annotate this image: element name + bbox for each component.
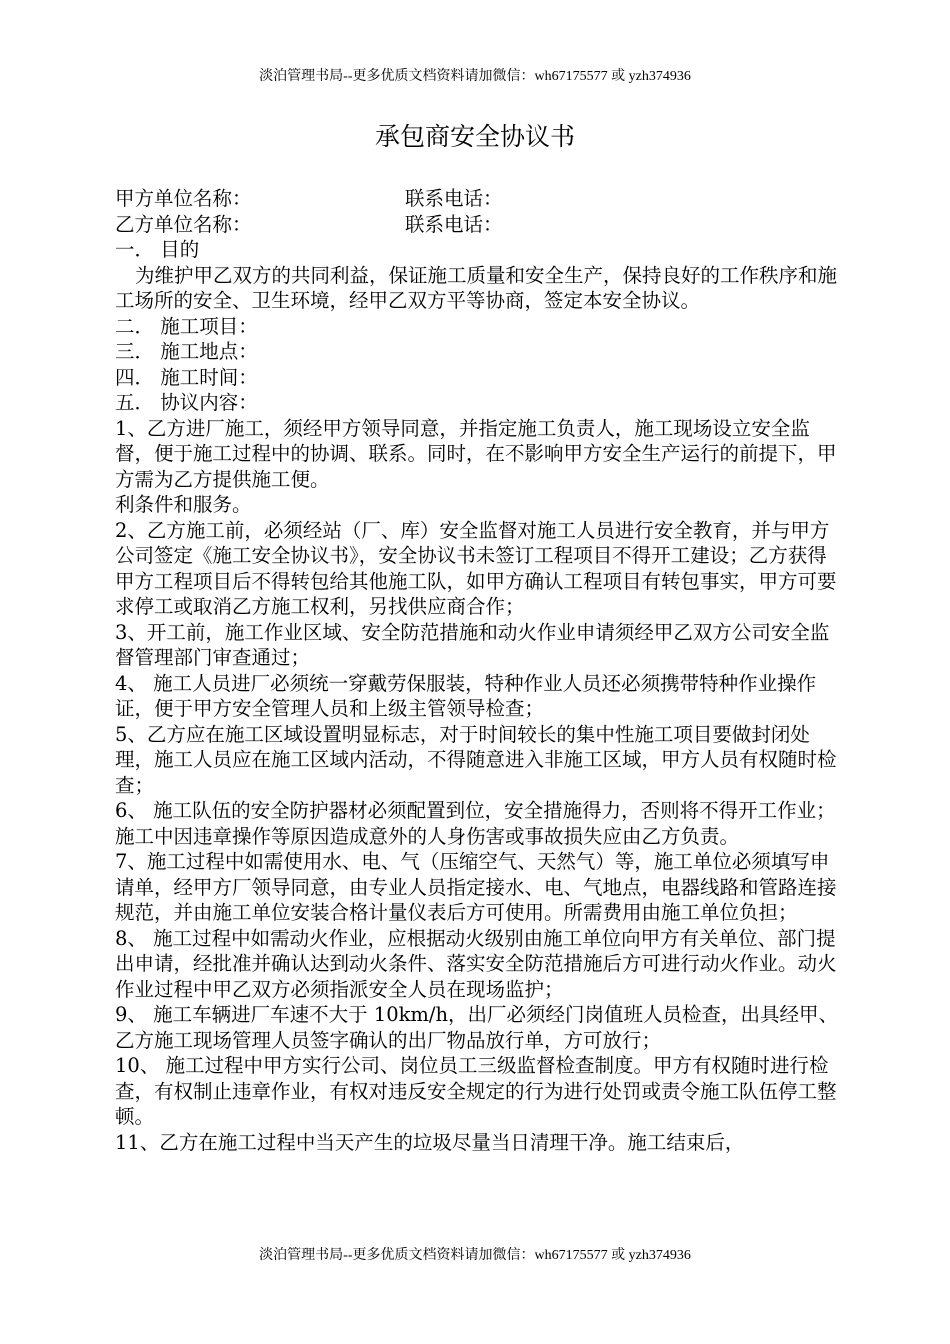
page-footer: 淡泊管理书局--更多优质文档资料请加微信：wh67175577 或 yzh374936 — [259, 1248, 691, 1263]
party-a-row — [115, 186, 839, 212]
clause-6: 6、 施工队伍的安全防护器材必须配置到位，安全措施得力，否则将不得开工作业；施工中因违章操作等原因造成意外的人身伤害或事故损失应由乙方负责。 — [115, 799, 836, 848]
section-location: 三． 施工地点： — [115, 340, 258, 363]
clause-4: 4、 施工人员进厂必须统一穿戴劳保服装，特种作业人员还必须携带特种作业操作证，便于甲方安全管理人员和上级主管领导检查； — [115, 671, 817, 720]
section-project: 二． 施工项目： — [115, 314, 258, 338]
clause-1-continued: 利条件和服务。 — [115, 493, 252, 516]
page-header: 淡泊管理书局--更多优质文档资料请加微信：wh67175577 或 yzh374936 — [259, 69, 691, 84]
party-a-name-label: 甲方单位名称： — [115, 187, 252, 210]
clause-9: 9、 施工车辆进厂车速不大于 10km/h，出厂必须经门岗值班人员检查，出具经甲、乙方施工现场管理人员签字确认的出厂物品放行单，方可放行； — [115, 1003, 839, 1052]
clause-3: 3、开工前，施工作业区域、安全防范措施和动火作业申请须经甲乙双方公司安全监督管理部门审查通过； — [115, 620, 830, 669]
party-b-name-label: 乙方单位名称： — [115, 212, 252, 236]
clause-2: 2、乙方施工前，必须经站（厂、库）安全监督对施工人员进行安全教育，并与甲方公司签定《施工安全协议书》，安全协议书未签订工程项目不得开工建设；乙方获得甲方工程项目后不得转包给其他施工队，如甲方确认工程项目有转包事实，甲方可要求停工或取消乙方施工权利，另找供应商合作； — [115, 518, 837, 618]
clause-10: 10、 施工过程中甲方实行公司、岗位员工三级监督检查制度。甲方有权随时进行检查，有权制止违章作业，有权对违反安全规定的行为进行处罚或责令施工队伍停工整顿。 — [115, 1054, 837, 1128]
party-b-phone-label: 联系电话： — [405, 212, 503, 236]
party-b-row — [115, 212, 839, 238]
clause-1: 1、乙方进厂施工，须经甲方领导同意，并指定施工负责人，施工现场设立安全监督，便于施工过程中的协调、联系。同时，在不影响甲方安全生产运行的前提下，甲方需为乙方提供施工便。 — [115, 416, 837, 491]
section-time: 四． 施工时间： — [115, 365, 258, 389]
document-body — [115, 186, 839, 1155]
clause-7: 7、施工过程中如需使用水、电、气（压缩空气、天然气）等，施工单位必须填写申请单，经甲方厂领导同意，由专业人员指定接水、电、气地点，电器线路和管路连接规范，并由施工单位安装合格计量仪表后方可使用。所需费用由施工单位负担； — [115, 850, 837, 924]
section-purpose-heading: 一． 目的 — [115, 238, 200, 261]
section-content: 五． 协议内容： — [115, 391, 258, 414]
clause-11: 11、乙方在施工过程中当天产生的垃圾尽量当日清理干净。施工结束后， — [115, 1130, 745, 1154]
document-title: 承包商安全协议书 — [374, 122, 575, 151]
clause-8: 8、 施工过程中如需动火作业，应根据动火级别由施工单位向甲方有关单位、部门提出申请，经批准并确认达到动火条件、落实安全防范措施后方可进行动火作业。动火作业过程中甲乙双方必须指派安全人员在现场监护； — [115, 926, 837, 1001]
party-a-phone-label: 联系电话： — [405, 187, 503, 210]
clause-5: 5、乙方应在施工区域设置明显标志，对于时间较长的集中性施工项目要做封闭处理，施工人员应在施工区域内活动，不得随意进入非施工区域，甲方人员有权随时检查； — [115, 722, 837, 797]
section-purpose-text: 为维护甲乙双方的共同利益，保证施工质量和安全生产，保持良好的工作秩序和施工场所的安全、卫生环境，经甲乙双方平等协商，签定本安全协议。 — [115, 263, 838, 312]
